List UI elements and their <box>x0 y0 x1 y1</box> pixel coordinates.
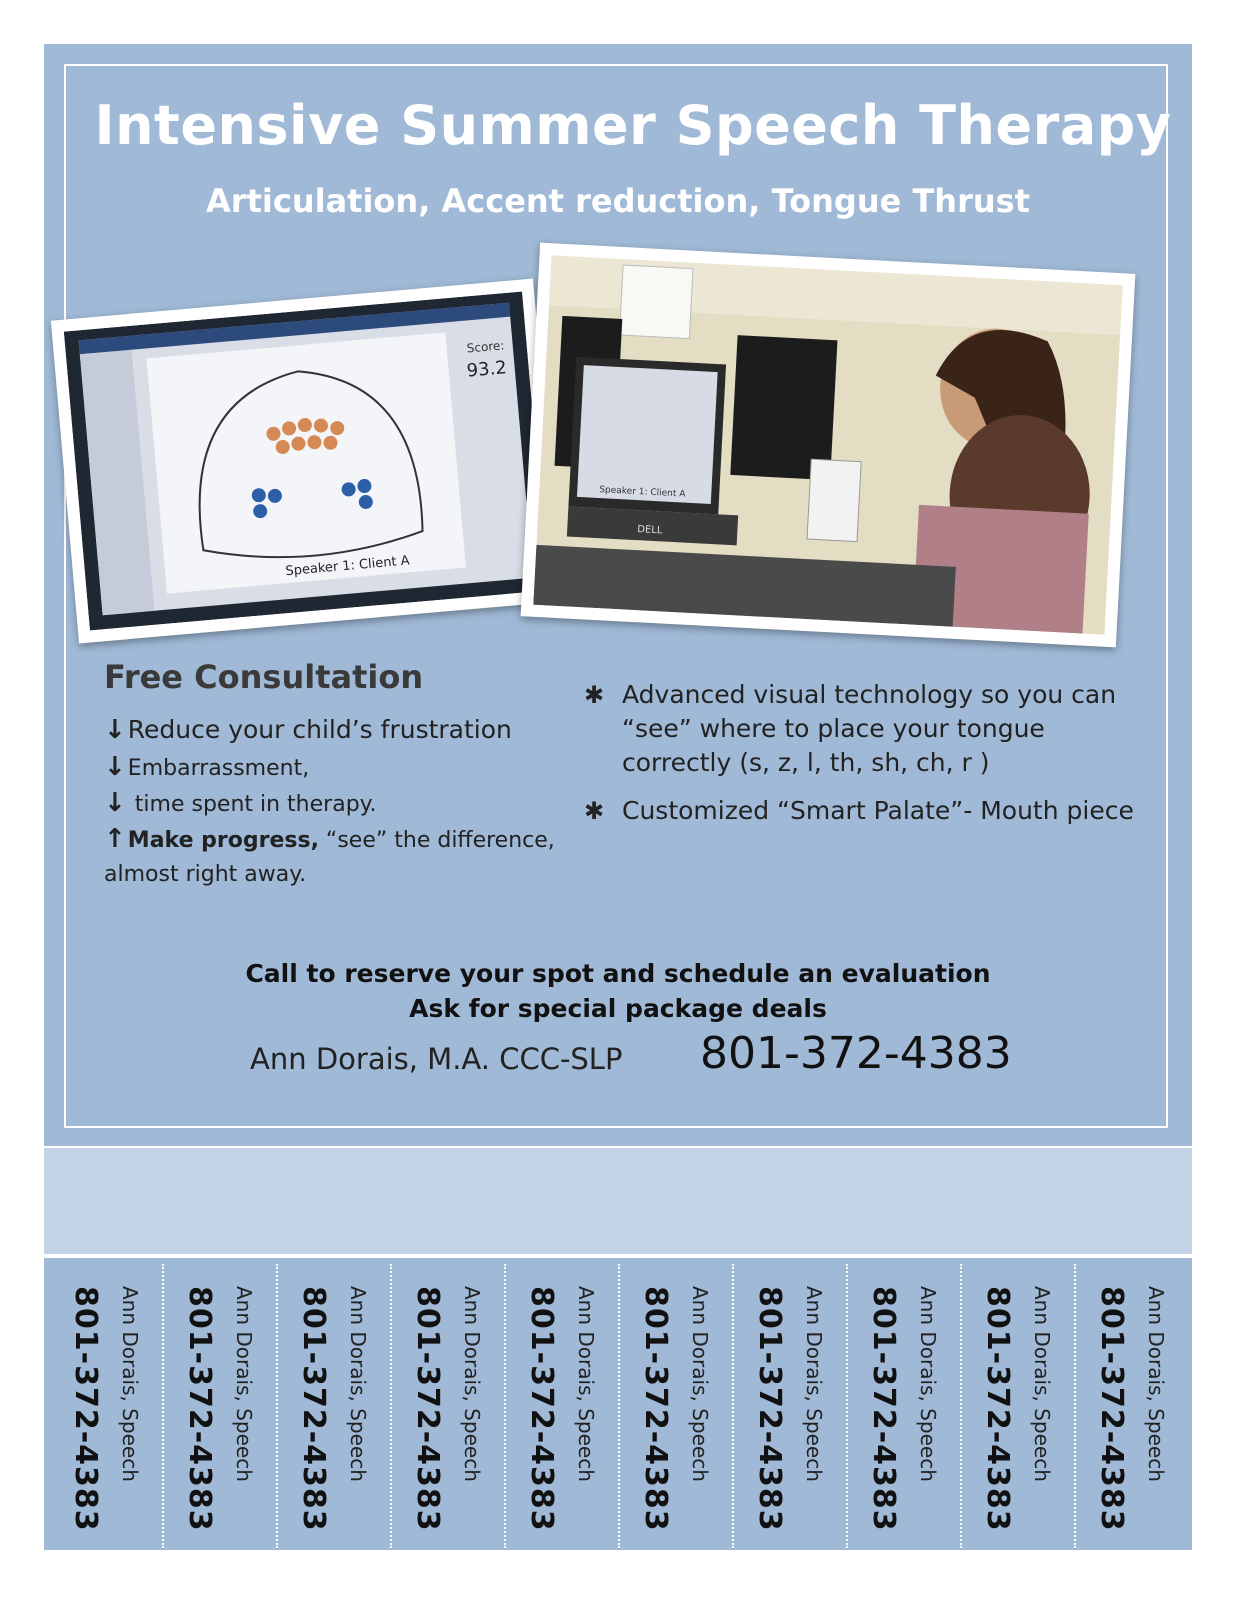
tab-phone: 801-372-4383 <box>296 1286 331 1532</box>
tab-phone: 801-372-4383 <box>980 1286 1015 1532</box>
tab-phone: 801-372-4383 <box>410 1286 445 1532</box>
package-deals: Ask for special package deals <box>409 994 827 1023</box>
tab-phone: 801-372-4383 <box>1094 1286 1129 1532</box>
call-to-action: Call to reserve your spot and schedule an evaluation <box>245 959 991 988</box>
benefit-embarrassment <box>104 750 584 786</box>
flyer-panel <box>44 44 1192 1146</box>
contact-phone: 801-372-4383 <box>700 1028 1012 1079</box>
benefit-progress-bold: Make progress, <box>127 828 319 853</box>
tab-name: Ann Dorais, Speech <box>118 1286 142 1482</box>
tab-phone: 801-372-4383 <box>638 1286 673 1532</box>
feature-text: Customized “Smart Palate”- Mouth piece <box>622 796 1134 825</box>
tear-off-tab[interactable] <box>162 1264 278 1548</box>
tab-name: Ann Dorais, Speech <box>1030 1286 1054 1482</box>
tear-off-tab[interactable] <box>960 1264 1076 1548</box>
benefit-frustration <box>104 710 584 750</box>
score-label: Score: <box>466 338 505 356</box>
tear-off-tab[interactable] <box>50 1264 164 1548</box>
therapist-name: Ann Dorais, M.A. CCC-SLP <box>250 1042 623 1076</box>
score-value: 93.2 <box>465 357 508 382</box>
consultation-heading: Free Consultation <box>104 658 424 696</box>
feature-visual-technology <box>584 678 1144 780</box>
tab-name: Ann Dorais, Speech <box>802 1286 826 1482</box>
asterisk-bullet-icon: ✱ <box>584 681 605 709</box>
tab-name: Ann Dorais, Speech <box>916 1286 940 1482</box>
tear-off-tab[interactable] <box>846 1264 962 1548</box>
tab-name: Ann Dorais, Speech <box>232 1286 256 1482</box>
laptop-brand: DELL <box>637 524 663 537</box>
tear-off-tabs <box>44 1258 1192 1550</box>
tab-phone: 801-372-4383 <box>182 1286 217 1532</box>
therapy-session-photo <box>521 243 1136 648</box>
tab-name: Ann Dorais, Speech <box>688 1286 712 1482</box>
consultation-section <box>104 658 584 892</box>
photo2-caption: Speaker 1: Client A <box>599 485 686 500</box>
tear-off-tab[interactable] <box>618 1264 734 1548</box>
tab-phone: 801-372-4383 <box>866 1286 901 1532</box>
benefit-text: Reduce your child’s frustration <box>127 715 512 744</box>
benefit-progress-cont: almost right away. <box>104 862 307 887</box>
photo1-caption: Speaker 1: Client A <box>284 553 411 580</box>
up-arrow-icon: ↑ <box>104 824 126 854</box>
flyer-subtitle: Articulation, Accent reduction, Tongue Thrust <box>206 182 1030 220</box>
divider-band <box>44 1148 1192 1254</box>
features-section <box>584 678 1144 842</box>
tab-name: Ann Dorais, Speech <box>346 1286 370 1482</box>
tear-off-tab[interactable] <box>276 1264 392 1548</box>
down-arrow-icon: ↓ <box>104 752 126 782</box>
tear-off-tab[interactable] <box>1074 1264 1190 1548</box>
tab-name: Ann Dorais, Speech <box>1144 1286 1168 1482</box>
tab-phone: 801-372-4383 <box>752 1286 787 1532</box>
tear-off-tab[interactable] <box>390 1264 506 1548</box>
benefit-time <box>104 786 584 822</box>
palate-screen-photo <box>51 279 561 644</box>
benefit-progress <box>104 822 584 858</box>
benefit-text: time spent in therapy. <box>127 792 377 817</box>
tear-off-tab[interactable] <box>732 1264 848 1548</box>
benefit-text: Embarrassment, <box>127 756 310 781</box>
tear-off-tab[interactable] <box>504 1264 620 1548</box>
tab-name: Ann Dorais, Speech <box>574 1286 598 1482</box>
flyer-title: Intensive Summer Speech Therapy <box>94 94 1172 157</box>
tab-name: Ann Dorais, Speech <box>460 1286 484 1482</box>
feature-text: Advanced visual technology so you can “see” where to place your tongue correctly (s, z, l, th, sh, ch, r ) <box>622 680 1117 777</box>
tab-phone: 801-372-4383 <box>524 1286 559 1532</box>
asterisk-bullet-icon: ✱ <box>584 797 605 825</box>
benefit-text: “see” the difference, <box>318 828 555 853</box>
tab-phone: 801-372-4383 <box>68 1286 103 1532</box>
down-arrow-icon: ↓ <box>104 715 126 745</box>
feature-smart-palate <box>584 794 1144 828</box>
down-arrow-icon: ↓ <box>104 788 126 818</box>
